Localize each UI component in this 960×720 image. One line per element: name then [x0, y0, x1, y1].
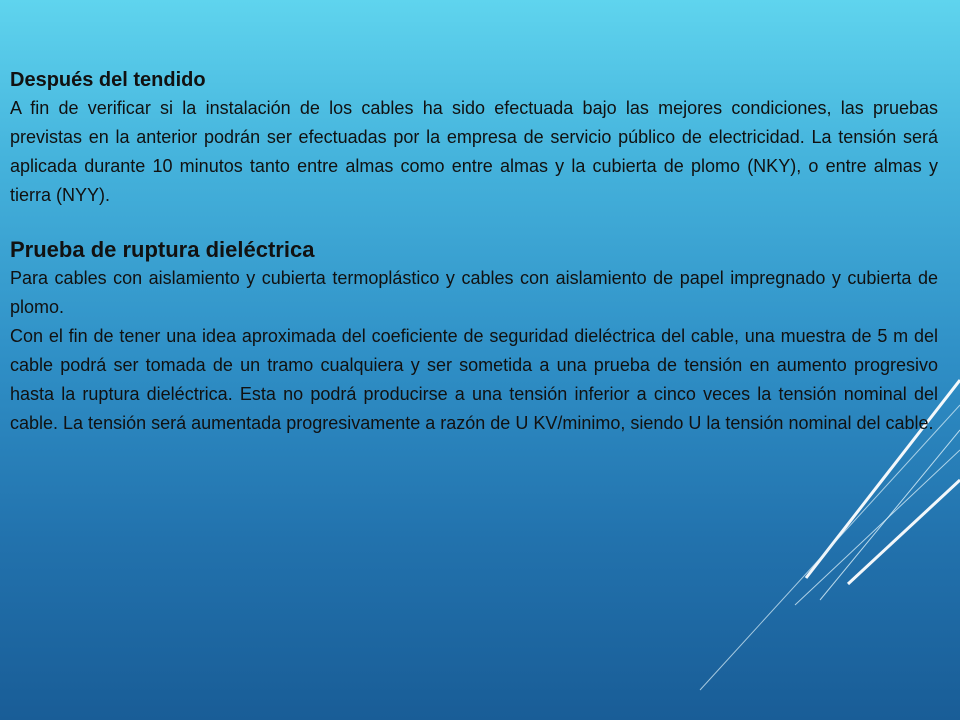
paragraph-prueba-intro: Para cables con aislamiento y cubierta termoplástico y cables con aislamiento de papel impregnado y cubierta de plomo. — [10, 268, 938, 317]
deco-line-thick-2 — [848, 480, 960, 584]
heading-despues-del-tendido: Después del tendido — [10, 69, 206, 91]
text-content — [10, 66, 938, 438]
paragraph-prueba-detalle: Con el fin de tener una idea aproximada del coeficiente de seguridad dieléctrica del cable, una muestra de 5 m del cable podrá ser tomada de un tramo cualquiera y ser sometida a una prueba de tensión en aumento progresivo hasta la ruptura dieléctrica. Esta no podrá producirse a una tensión inferior a cinco veces la tensión nominal del cable. La tensión será aumentada progresivamente a razón de U KV/minimo, siendo U la tensión nominal del cable. — [10, 326, 938, 433]
deco-line-thin-3 — [700, 405, 960, 690]
paragraph-despues-del-tendido: A fin de verificar si la instalación de los cables ha sido efectuada bajo las mejores condiciones, las pruebas previstas en la anterior podrán ser efectuadas por la empresa de servicio público de electricidad. La tensión será aplicada durante 10 minutos tanto entre almas como entre almas y la cubierta de plomo (NKY), o entre almas y tierra (NYY). — [10, 98, 938, 205]
deco-line-thin-2 — [795, 450, 960, 605]
heading-prueba-de-ruptura: Prueba de ruptura dieléctrica — [10, 237, 315, 262]
deco-line-thin-1 — [820, 430, 960, 600]
